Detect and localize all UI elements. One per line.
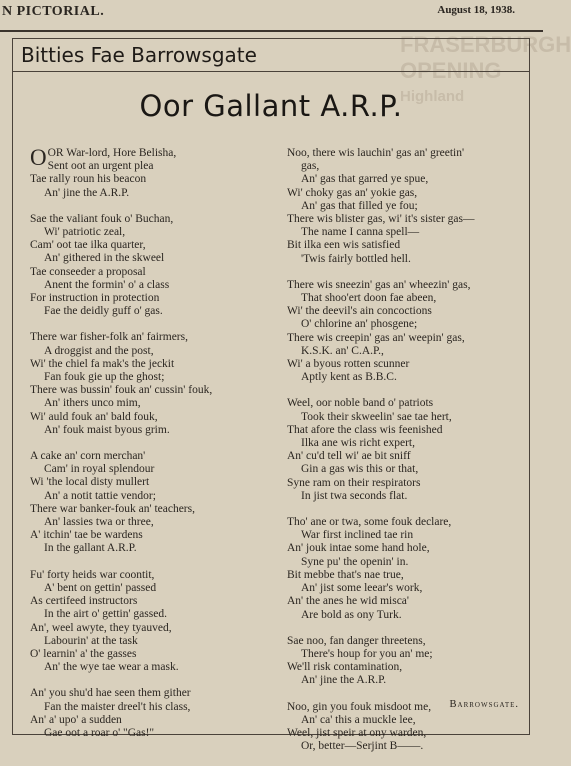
ghost-line: OPENING — [400, 58, 502, 83]
poem-line: An' the wye tae wear a mask. — [44, 661, 179, 674]
poem-line: An' you shu'd hae seen them gither — [30, 687, 191, 700]
poem-title: Oor Gallant A.R.P. — [139, 89, 403, 123]
poem-line: War first inclined tae rin — [301, 529, 414, 542]
poem-line: Cam' oot tae ilka quarter, — [30, 239, 146, 252]
poem-line: Labourin' at the task — [44, 634, 138, 647]
poem-line: Fan fouk gie up the ghost; — [44, 371, 165, 384]
poem-line: Ilka ane wis richt expert, — [301, 437, 415, 450]
poem-line: Wi' choky gas an' yokie gas, — [287, 186, 418, 199]
poem-line: That shoo'ert doon fae abeen, — [301, 292, 437, 305]
poem-line: In the gallant A.R.P. — [44, 542, 137, 555]
poem-line: We'll risk contamination, — [287, 661, 403, 674]
poem-line: Gin a gas wis this or that, — [301, 463, 419, 476]
article-frame — [12, 38, 530, 753]
poem-line: Bit mebbe that's nae true, — [287, 568, 404, 581]
poem-line: The name I canna spell— — [301, 226, 420, 239]
poem-line: OR War-lord, Hore Belisha, — [47, 147, 177, 159]
poem-line: Cam' in royal splendour — [44, 463, 155, 476]
poem-line: Wi' the chiel fa mak's the jeckit — [30, 357, 175, 370]
poem-line: gas, — [301, 160, 320, 173]
poem-line: An' the anes he wid misca' — [287, 595, 409, 608]
poem-line: Wi' a byous rotten scunner — [287, 358, 410, 371]
poem-line: Wi 'the local disty mullert — [30, 476, 150, 489]
poem-line: Fae the deidly guff o' gas. — [44, 305, 163, 318]
poem-line: Tae rally roun his beacon — [30, 173, 147, 186]
poem-line: An' jist some leear's work, — [301, 582, 423, 595]
poem-line: As certifeed instructors — [30, 595, 138, 608]
poem-line: Wi' patriotic zeal, — [44, 226, 126, 239]
poem-line: An' fouk maist byous grim. — [44, 423, 170, 436]
section-title: Bitties Fae Barrowsgate — [21, 43, 257, 67]
stanza — [287, 635, 527, 688]
poem-line: Took their skweelin' sae tae hert, — [301, 410, 452, 423]
stanza — [30, 450, 280, 556]
poem-line: Tae conseeder a proposal — [30, 265, 146, 278]
poem-line: There's houp for you an' me; — [301, 647, 433, 660]
poem-line: Syne ram on their respirators — [287, 476, 421, 489]
poem-line: There wis blister gas, wi' it's sister gas— — [287, 213, 475, 226]
poem-line: That afore the class wis feenished — [287, 423, 443, 436]
poem-line: Fan the maister dreel't his class, — [44, 700, 191, 713]
issue-date: August 18, 1938. — [437, 4, 515, 16]
poem-line: K.S.K. an' C.A.P., — [301, 344, 384, 357]
ghost-line: Highland — [400, 88, 465, 105]
stanza — [287, 279, 527, 385]
poem-line: There wis sneezin' gas an' wheezin' gas, — [287, 278, 471, 291]
stanza — [30, 147, 280, 200]
stanza — [287, 516, 527, 622]
poem-line: An' jouk intae some hand hole, — [287, 542, 430, 555]
poem-line: Sent oot an urgent plea — [47, 160, 154, 173]
poem-line: A' bent on gettin' passed — [44, 581, 157, 594]
poem-line: Are bold as ony Turk. — [301, 608, 402, 621]
poem-line: Noo, gin you fouk misdoot me, — [287, 700, 432, 713]
stanza — [30, 331, 280, 437]
poem-line: Noo, there wis lauchin' gas an' greetin' — [287, 147, 465, 159]
poem-line: Wi' the deevil's ain concoctions — [287, 305, 432, 318]
publication-name: N PICTORIAL. — [2, 4, 105, 19]
stanza — [30, 569, 280, 675]
poem-line: A droggist and the post, — [44, 344, 154, 357]
poem-line: An' ithers unco mim, — [44, 397, 141, 410]
poem-line: Syne pu' the openin' in. — [301, 555, 409, 568]
masthead — [0, 0, 543, 32]
poem-line: 'Twis fairly bottled hell. — [301, 252, 411, 265]
poem-line: An' gas that garred ye spue, — [301, 173, 429, 186]
poem-line: Sae noo, fan danger threetens, — [287, 634, 426, 647]
poem-line: For instruction in protection — [30, 292, 160, 305]
poem-line: Sae the valiant fouk o' Buchan, — [30, 212, 174, 225]
stanza — [30, 687, 280, 740]
poem-line: An' lassies twa or three, — [44, 516, 154, 529]
poem-line: Gae oot a roar o' "Gas!" — [44, 726, 155, 739]
poem-line: There war banker-fouk an' teachers, — [30, 502, 195, 515]
poem-line: Anent the formin' o' a class — [44, 278, 170, 291]
poem-line: O' chlorine an' phosgene; — [301, 318, 418, 331]
poem-line: An' gas that filled ye fou; — [301, 199, 418, 212]
stanza — [30, 213, 280, 319]
poem-line: An' cu'd tell wi' ae bit sniff — [287, 450, 411, 463]
poem-line: An', weel awyte, they tyauved, — [30, 621, 172, 634]
poem-line: In the airt o' gettin' gassed. — [44, 608, 167, 621]
poem-line: There war fisher-folk an' fairmers, — [30, 331, 188, 344]
poem-line: An' jine the A.R.P. — [301, 674, 387, 687]
poem-line: Or, better—Serjint B——. — [301, 740, 424, 753]
right-column — [287, 147, 527, 766]
author-signature: Barrowsgate. — [449, 699, 519, 710]
poem-line: Weel, jist speir at ony warden, — [287, 726, 427, 739]
poem-line: Tho' ane or twa, some fouk declare, — [287, 516, 452, 529]
poem-line: Bit ilka een wis satisfied — [287, 239, 401, 252]
drop-cap: O — [30, 145, 47, 170]
poem-line: In jist twa seconds flat. — [301, 489, 408, 502]
poem-line: A' itchin' tae be wardens — [30, 529, 143, 542]
left-column — [30, 147, 280, 753]
poem-line: A cake an' corn merchan' — [30, 450, 146, 463]
stanza — [287, 147, 527, 266]
poem-line: There was bussin' fouk an' cussin' fouk, — [30, 384, 213, 397]
poem-line: Fu' forty heids war coontit, — [30, 568, 155, 581]
ghost-line: FRASERBURGH — [400, 32, 571, 57]
poem-line: Aptly kent as B.B.C. — [301, 371, 397, 384]
poem-line: There wis creepin' gas an' weepin' gas, — [287, 331, 465, 344]
poem-line: An' ca' this a muckle lee, — [301, 713, 416, 726]
poem-line: An' a' upo' a sudden — [30, 713, 122, 726]
poem-line: An' a notit tattie vendor; — [44, 489, 156, 502]
poem-line: Weel, oor noble band o' patriots — [287, 397, 434, 410]
section-header — [13, 39, 529, 72]
poem-line: An' githered in the skweel — [44, 252, 165, 265]
poem-line: O' learnin' a' the gasses — [30, 647, 137, 660]
stanza — [287, 397, 527, 503]
poem-line: Wi' auld fouk an' bald fouk, — [30, 410, 158, 423]
poem-line: An' jine the A.R.P. — [44, 186, 130, 199]
